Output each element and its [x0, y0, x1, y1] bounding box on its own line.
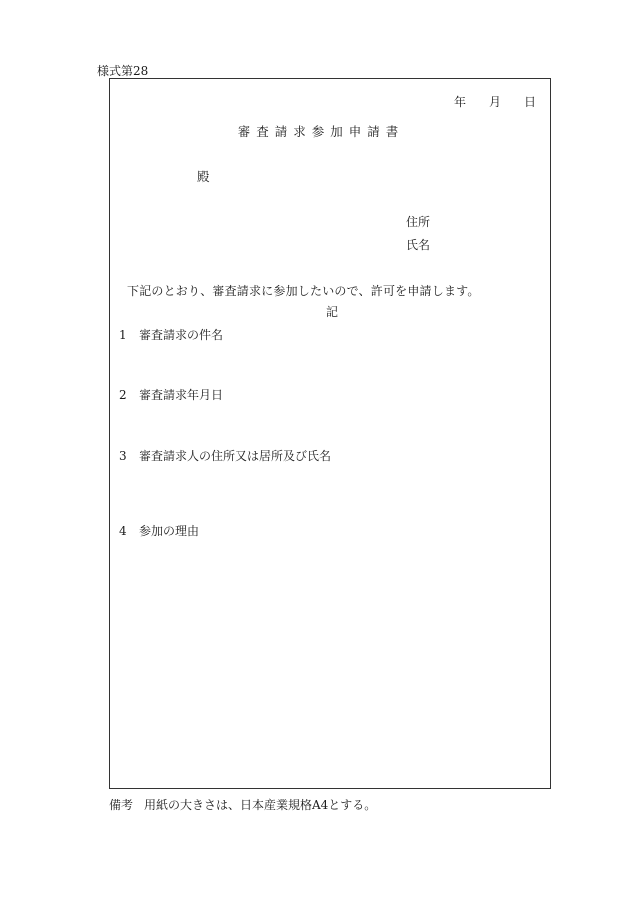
item-label: 審査請求人の住所又は居所及び氏名: [139, 449, 332, 463]
ki-heading: 記: [326, 305, 339, 319]
item-participation-reason: [119, 522, 199, 539]
document-title: 審査請求参加申請書: [237, 124, 405, 139]
item-number: 1: [119, 328, 127, 342]
form-frame: [109, 78, 551, 789]
item-number: 3: [119, 449, 127, 463]
item-number: 2: [119, 388, 127, 402]
application-statement: 下記のとおり、審査請求に参加したいので、許可を申請します。: [127, 284, 480, 298]
form-number: 様式第28: [97, 64, 149, 78]
applicant-name-label: 氏名: [406, 238, 431, 252]
date-year-label: 年: [454, 95, 467, 109]
addressee-suffix: 殿: [197, 169, 210, 184]
item-requester-info: [119, 447, 331, 464]
item-label: 参加の理由: [139, 524, 200, 538]
item-label: 審査請求年月日: [139, 388, 224, 402]
remark: [109, 796, 376, 813]
applicant-address-label: 住所: [406, 215, 431, 229]
date-line: [454, 93, 536, 110]
date-month-label: 月: [488, 95, 501, 109]
remark-text: 用紙の大きさは、日本産業規格A4とする。: [144, 798, 377, 812]
date-day-label: 日: [523, 95, 536, 109]
item-subject: [119, 326, 223, 343]
remark-label: 備考: [109, 798, 134, 812]
item-number: 4: [119, 524, 127, 538]
item-label: 審査請求の件名: [139, 328, 224, 342]
item-request-date: [119, 386, 223, 403]
